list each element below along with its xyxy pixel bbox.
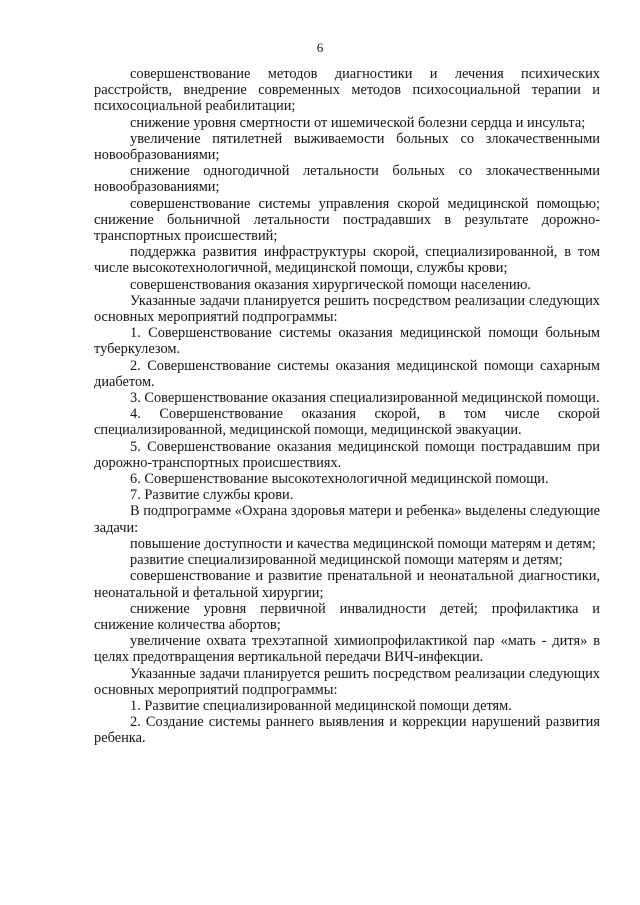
- paragraph: Указанные задачи планируется решить посредством реализации следующих основных мероприятий подпрограммы:: [94, 665, 600, 698]
- paragraph: совершенствование и развитие пренатальной и неонатальной диагностики, неонатальной и фетальной хирургии;: [94, 568, 600, 601]
- page-number: 6: [316, 40, 324, 55]
- paragraph: В подпрограмме «Охрана здоровья матери и ребенка» выделены следующие задачи:: [94, 503, 600, 536]
- paragraph: поддержка развития инфраструктуры скорой, специализированной, в том числе высокотехнологичной, медицинской помощи, службы крови;: [94, 244, 600, 277]
- list-item: 1. Совершенствование системы оказания медицинской помощи больным туберкулезом.: [94, 325, 600, 358]
- paragraph: Указанные задачи планируется решить посредством реализации следующих основных мероприятий подпрограммы:: [94, 292, 600, 326]
- paragraph: увеличение охвата трехэтапной химиопрофилактикой пар «мать - дитя» в целях предотвращения вертикальной передачи ВИЧ-инфекции.: [94, 633, 600, 666]
- paragraph: совершенствования оказания хирургической помощи населению.: [130, 276, 531, 293]
- paragraph: снижение уровня первичной инвалидности детей; профилактика и снижение количества абортов;: [94, 600, 600, 633]
- paragraph: увеличение пятилетней выживаемости больных со злокачественными новообразованиями;: [94, 130, 600, 164]
- list-item: 6. Совершенствование высокотехнологичной медицинской помощи.: [130, 471, 549, 488]
- list-item: 4. Совершенствование оказания скорой, в том числе скорой специализированной, медицинской помощи, медицинской эвакуации.: [94, 406, 600, 439]
- body-text: [94, 66, 600, 747]
- list-item: 1. Развитие специализированной медицинской помощи детям.: [130, 697, 512, 714]
- paragraph: повышение доступности и качества медицинской помощи матерям и детям;: [130, 535, 596, 552]
- paragraph: снижение одногодичной летальности больных со злокачественными новообразованиями;: [94, 163, 600, 196]
- paragraph: совершенствование методов диагностики и лечения психических расстройств, внедрение современных методов психосоциальной терапии и психосоциальной реабилитации;: [94, 66, 600, 115]
- list-item: 3. Совершенствование оказания специализированной медицинской помощи.: [130, 390, 600, 407]
- list-item: 5. Совершенствование оказания медицинской помощи пострадавшим при дорожно-транспортных происшествиях.: [94, 438, 600, 471]
- list-item: 2. Совершенствование системы оказания медицинской помощи сахарным диабетом.: [94, 357, 600, 390]
- paragraph: совершенствование системы управления скорой медицинской помощью; снижение больничной летальности пострадавших в результате дорожно-транспортных происшествий;: [94, 195, 600, 245]
- list-item: 7. Развитие службы крови.: [130, 487, 294, 504]
- paragraph: снижение уровня смертности от ишемической болезни сердца и инсульта;: [130, 114, 586, 131]
- paragraph: развитие специализированной медицинской помощи матерям и детям;: [130, 552, 563, 569]
- list-item: 2. Создание системы раннего выявления и коррекции нарушений развития ребенка.: [94, 714, 600, 747]
